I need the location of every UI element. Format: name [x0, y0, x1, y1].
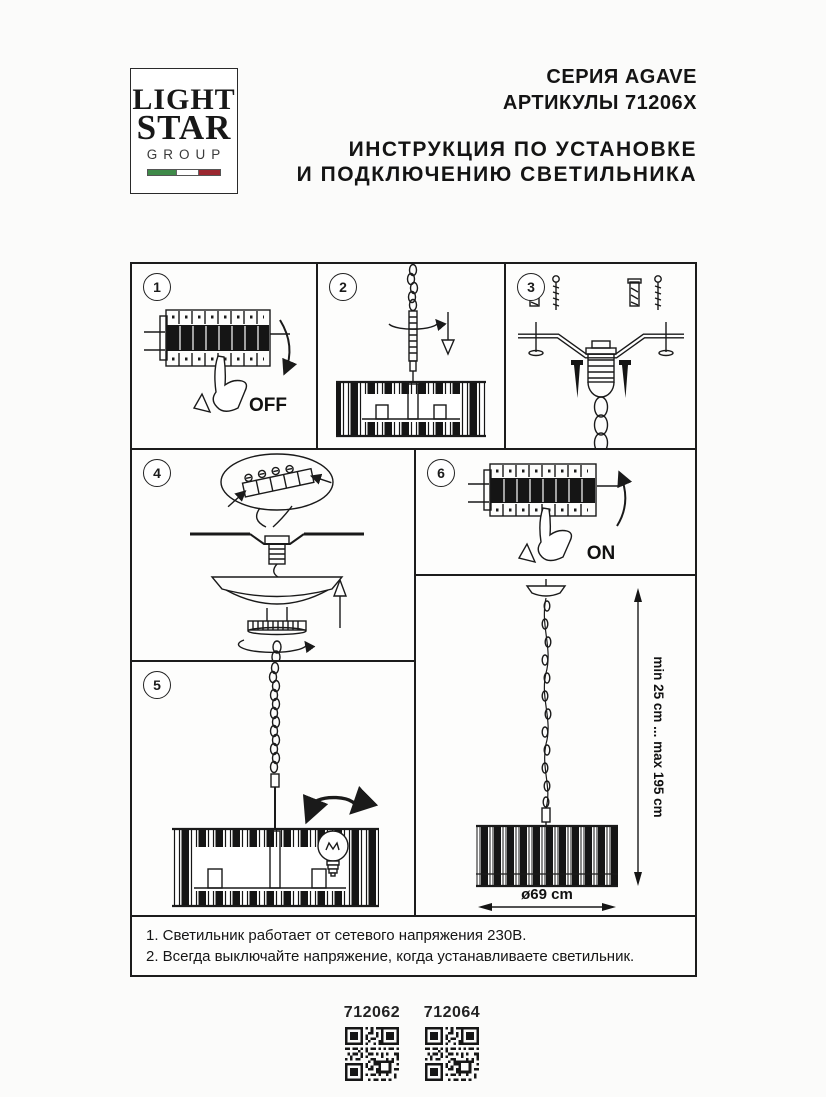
chain-icon: [272, 641, 281, 660]
lightstar-logo: [130, 68, 238, 194]
articles-title: АРТИКУЛЫ 71206X: [502, 92, 697, 114]
ceiling-canopy-illustration: [527, 586, 565, 596]
step-number-badge: 3: [517, 273, 545, 301]
black-screw-icon: [571, 360, 583, 398]
qr-label: 712064: [423, 1004, 481, 1021]
qr-code: [345, 1027, 399, 1081]
off-label: OFF: [249, 395, 287, 416]
rotate-arrow-icon: [312, 798, 356, 810]
callout-bubble: [221, 454, 333, 510]
step-number-badge: 6: [427, 459, 455, 487]
step-4-panel: [132, 450, 414, 660]
black-screw-icon: [619, 360, 631, 398]
turn-off-arrow-icon: [280, 320, 289, 372]
chandelier-shade: [336, 382, 486, 436]
chandelier-dimensions-illustration: [416, 576, 695, 915]
chain-icon: [408, 265, 418, 311]
chandelier-shade: [476, 826, 618, 886]
step-3-panel: [506, 264, 695, 448]
step-1-panel: [132, 264, 316, 448]
chandelier-shade: [172, 829, 379, 906]
screw-icon: [655, 276, 661, 310]
qr-block-712064: [420, 1004, 484, 1081]
logo-word-group: GROUP: [146, 147, 227, 162]
note-line: 1. Светильник работает от сетевого напряжения 230В.: [146, 927, 527, 944]
on-label: ON: [586, 543, 616, 564]
notes-box: [132, 917, 695, 975]
step-2-panel: [318, 264, 504, 448]
qr-code: [425, 1027, 479, 1081]
circuit-breaker-on-illustration: [416, 450, 695, 574]
hanging-chandelier-illustration: [132, 662, 414, 915]
chain-icon: [542, 598, 551, 808]
chain-icon: [595, 397, 608, 448]
italy-flag-icon: [147, 169, 221, 176]
terminal-block-illustration: [222, 457, 332, 507]
turn-on-arrow-icon: [617, 474, 625, 526]
height-dimension-label: min 25 cm ... max 195 cm: [651, 656, 666, 818]
wiring-canopy-illustration: [132, 450, 414, 660]
chain-icon: [270, 663, 280, 773]
up-arrow-icon: [334, 580, 346, 628]
qr-block-712062: [340, 1004, 404, 1081]
height-dimension-line: [634, 588, 642, 886]
diameter-dimension-label: ø69 cm: [521, 886, 573, 903]
screw-icon: [553, 276, 559, 310]
instruction-grid: [130, 262, 697, 977]
logo-word-star: STAR: [136, 108, 232, 147]
diameter-dimension-line: [478, 903, 616, 911]
step-number-badge: 5: [143, 671, 171, 699]
page-title-line2: И ПОДКЛЮЧЕНИЮ СВЕТИЛЬНИКА: [296, 163, 697, 186]
step-6-panel: [416, 450, 695, 574]
qr-label: 712062: [343, 1004, 401, 1021]
threaded-coupler: [586, 341, 616, 397]
note-line: 2. Всегда выключайте напряжение, когда устанавливаете светильник.: [146, 948, 635, 965]
ring-nut: [248, 621, 306, 635]
wall-anchor-icon: [628, 279, 641, 306]
logo-word-light: LIGHT: [132, 83, 236, 116]
page-title-line1: ИНСТРУКЦИЯ ПО УСТАНОВКЕ: [348, 138, 697, 161]
step-number-badge: 2: [329, 273, 357, 301]
pointing-hand-icon: [213, 356, 246, 411]
step-5-panel: [132, 662, 414, 915]
dimensions-panel: [416, 576, 695, 915]
series-title: СЕРИЯ AGAVE: [546, 66, 697, 88]
header: [297, 64, 697, 187]
step-number-badge: 1: [143, 273, 171, 301]
ceiling-canopy-illustration: [212, 577, 342, 621]
step-number-badge: 4: [143, 459, 171, 487]
down-arrow-icon: [442, 312, 454, 354]
rotate-arrow-icon: [389, 321, 438, 329]
